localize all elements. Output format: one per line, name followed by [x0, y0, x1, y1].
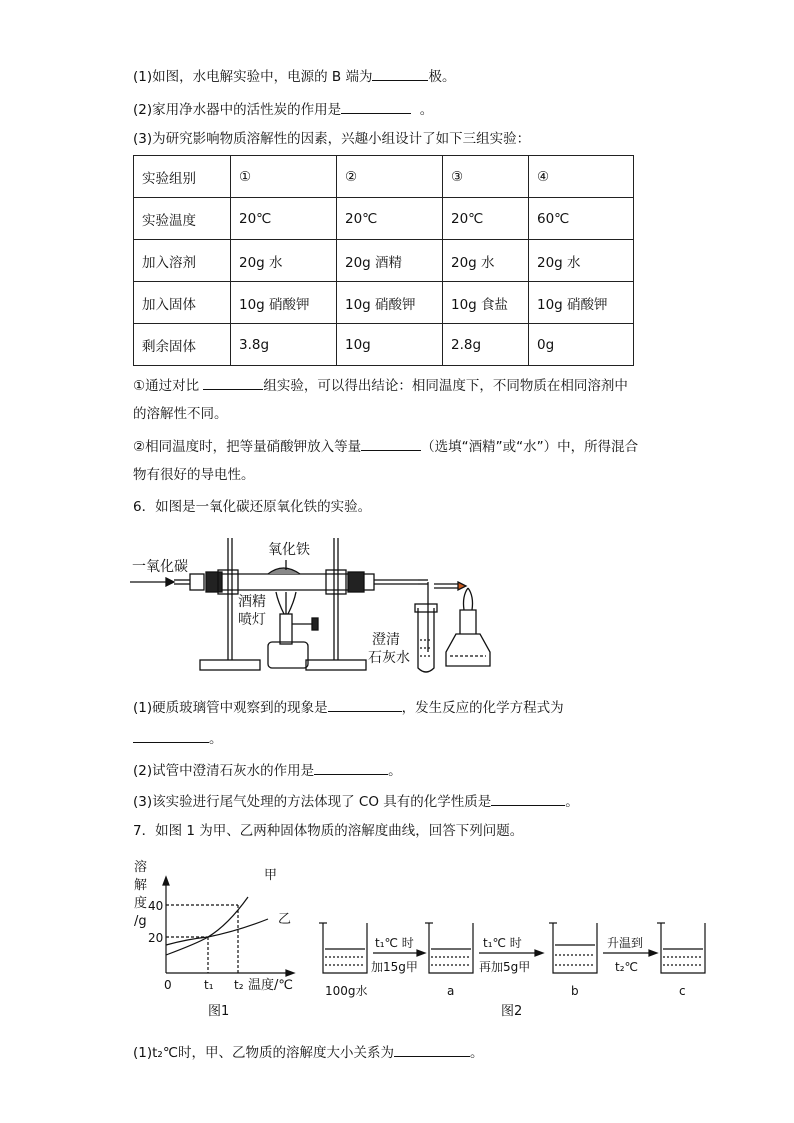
- fig1-origin: 0: [164, 978, 172, 992]
- table-row: [134, 282, 634, 324]
- q5-part2-blank[interactable]: [341, 99, 411, 114]
- fig2-step1-top: t₁℃ 时: [375, 936, 414, 950]
- fig2-step2-top: t₁℃ 时: [483, 936, 522, 950]
- fig2-beaker-b: b: [571, 984, 579, 998]
- table-cell: 20℃: [231, 198, 337, 240]
- q5-part1: (1)如图，水电解实验中，电源的 B 端为 极。: [133, 66, 455, 86]
- table-cell: 20℃: [337, 198, 443, 240]
- table-cell: 2.8g: [443, 324, 529, 366]
- table-row: [134, 240, 634, 282]
- table-cell: 剩余固体: [134, 324, 231, 366]
- fig2-step1-bottom: 加15g甲: [371, 960, 418, 974]
- fig2-beaker-c: c: [679, 984, 686, 998]
- table-row: [134, 156, 634, 198]
- q7-part1-blank[interactable]: [394, 1042, 470, 1057]
- co-label: 一氧化碳: [132, 559, 188, 575]
- fig1-caption: 图1: [208, 1004, 230, 1019]
- fig1-curve-yi: 乙: [278, 912, 292, 927]
- table-row: [134, 198, 634, 240]
- fig2-step3-top: 升温到: [607, 936, 644, 950]
- fig1-tick-20: 20: [148, 931, 164, 945]
- q6-title: 6．如图是一氧化碳还原氧化铁的实验。: [133, 499, 372, 515]
- fig2-beaker-a: a: [447, 984, 455, 998]
- q6-part2-blank[interactable]: [314, 760, 388, 775]
- table-cell: 加入固体: [134, 282, 231, 324]
- q6-part2: (2)试管中澄清石灰水的作用是 。: [133, 760, 402, 780]
- table-row: [134, 324, 634, 366]
- fig1-tick-t1: t₁: [204, 978, 214, 992]
- q6-part1: (1)硬质玻璃管中观察到的现象是 ，发生反应的化学方程式为: [133, 697, 564, 717]
- q6-part1-blank1[interactable]: [328, 697, 402, 712]
- fig1-tick-t2: t₂: [234, 978, 244, 992]
- table-cell: 0g: [529, 324, 634, 366]
- fig2-caption: 图2: [501, 1004, 523, 1019]
- table-cell: ④: [529, 156, 634, 198]
- q6-part3: (3)该实验进行尾气处理的方法体现了 CO 具有的化学性质是 。: [133, 791, 579, 811]
- table-cell: 实验温度: [134, 198, 231, 240]
- fig1-ylabel-3: 度: [134, 896, 148, 911]
- table-cell: 实验组别: [134, 156, 231, 198]
- table-cell: 60℃: [529, 198, 634, 240]
- fig2-step2-bottom: 再加5g甲: [479, 960, 531, 974]
- q5-sub2-cont: 物有很好的导电性。: [133, 467, 255, 483]
- fig2-beaker-process: [315, 905, 715, 1025]
- table-cell: 20g 水: [231, 240, 337, 282]
- solubility-curve-figure: [128, 855, 308, 1025]
- q5-sub1-blank[interactable]: [203, 375, 263, 390]
- table-cell: 20℃: [443, 198, 529, 240]
- table-cell: 10g: [337, 324, 443, 366]
- table-cell: ②: [337, 156, 443, 198]
- fig1-ylabel-2: 解: [134, 878, 148, 893]
- experiment-table: [133, 155, 634, 366]
- table-cell: ③: [443, 156, 529, 198]
- q5-part3: (3)为研究影响物质溶解性的因素，兴趣小组设计了如下三组实验：: [133, 131, 531, 147]
- q6-part1-blank2[interactable]: [133, 728, 209, 743]
- fig1-ylabel-4: /g: [134, 914, 147, 929]
- table-cell: 3.8g: [231, 324, 337, 366]
- table-cell: 10g 食盐: [443, 282, 529, 324]
- table-cell: 加入溶剂: [134, 240, 231, 282]
- fig1-curve-jia: 甲: [264, 868, 278, 883]
- q5-sub2: ②相同温度时，把等量硝酸钾放入等量 （选填“酒精”或“水”）中，所得混合: [133, 436, 638, 456]
- q7-title: 7．如图 1 为甲、乙两种固体物质的溶解度曲线，回答下列问题。: [133, 823, 524, 839]
- q7-part1: (1)t₂℃时，甲、乙物质的溶解度大小关系为 。: [133, 1042, 484, 1062]
- table-cell: ①: [231, 156, 337, 198]
- q5-part1-blank[interactable]: [372, 66, 428, 81]
- table-cell: 10g 硝酸钾: [337, 282, 443, 324]
- fe2o3-label: 氧化铁: [268, 542, 310, 558]
- fig2-beaker-water: 100g水: [325, 984, 368, 998]
- q6-part1-cont: 。: [133, 728, 223, 748]
- table-cell: 10g 硝酸钾: [529, 282, 634, 324]
- limewater-label-2: 石灰水: [368, 650, 410, 666]
- q5-part2: (2)家用净水器中的活性炭的作用是 。: [133, 99, 433, 119]
- table-cell: 20g 酒精: [337, 240, 443, 282]
- lamp-label-2: 喷灯: [238, 612, 266, 628]
- fig1-ylabel-1: 溶: [134, 860, 148, 875]
- q6-part3-blank[interactable]: [491, 791, 565, 806]
- fig1-xlabel: 温度/℃: [248, 978, 293, 993]
- table-cell: 20g 水: [443, 240, 529, 282]
- fig2-step3-bottom: t₂℃: [615, 960, 638, 974]
- fig1-tick-40: 40: [148, 899, 164, 913]
- table-cell: 10g 硝酸钾: [231, 282, 337, 324]
- co-reduction-apparatus: [128, 530, 518, 680]
- limewater-label-1: 澄清: [372, 632, 400, 648]
- q5-sub1: ①通过对比 组实验，可以得出结论：相同温度下，不同物质在相同溶剂中: [133, 375, 628, 395]
- q5-sub1-cont: 的溶解性不同。: [133, 406, 228, 422]
- lamp-label-1: 酒精: [238, 594, 266, 610]
- q5-sub2-blank[interactable]: [361, 436, 421, 451]
- table-cell: 20g 水: [529, 240, 634, 282]
